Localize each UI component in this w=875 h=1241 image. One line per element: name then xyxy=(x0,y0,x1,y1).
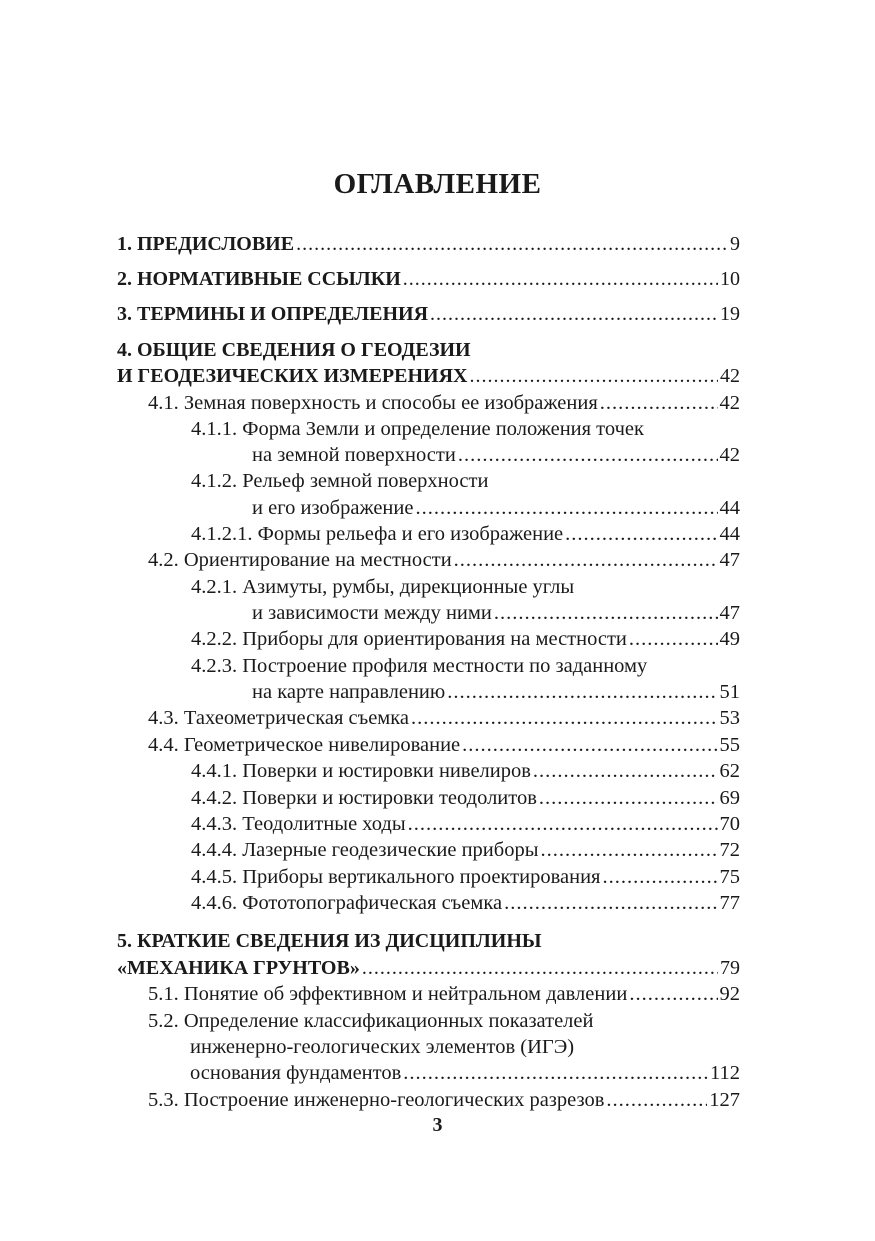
toc-entry-5-line1[interactable]: 5. КРАТКИЕ СВЕДЕНИЯ ИЗ ДИСЦИПЛИНЫ xyxy=(117,930,542,952)
table-of-contents xyxy=(117,0,740,1241)
toc-entry-5[interactable]: «МЕХАНИКА ГРУНТОВ» ..... 79 xyxy=(117,955,740,981)
toc-entry-4-4-1[interactable]: 4.4.1. Поверки и юстировки нивелиров ..... 62 xyxy=(191,758,740,784)
toc-entry-4-2[interactable]: 4.2. Ориентирование на местности ..... 47 xyxy=(148,547,740,573)
toc-entry-4-3[interactable]: 4.3. Тахеометрическая съемка ..... 53 xyxy=(148,705,740,731)
toc-entry-5-1[interactable]: 5.1. Понятие об эффективном и нейтральном давлении ..... 92 xyxy=(148,981,740,1007)
toc-entry-4-4-4[interactable]: 4.4.4. Лазерные геодезические приборы ..... 72 xyxy=(191,837,740,863)
toc-entry-3[interactable]: 3. ТЕРМИНЫ И ОПРЕДЕЛЕНИЯ ..... 19 xyxy=(117,301,740,327)
toc-entry-4-4-2[interactable]: 4.4.2. Поверки и юстировки теодолитов ..... 69 xyxy=(191,785,740,811)
toc-entry-4-2-3[interactable]: на карте направлению ..... 51 xyxy=(252,679,740,705)
page-title: ОГЛАВЛЕНИЕ xyxy=(333,168,542,200)
toc-entry-4-1-2-1[interactable]: 4.1.2.1. Формы рельефа и его изображение ..... 44 xyxy=(191,521,740,547)
toc-entry-2[interactable]: 2. НОРМАТИВНЫЕ ССЫЛКИ ..... 10 xyxy=(117,266,740,292)
toc-entry-5-2-line2[interactable]: инженерно-геологических элементов (ИГЭ) xyxy=(190,1036,575,1058)
toc-entry-4-1[interactable]: 4.1. Земная поверхность и способы ее изображения ..... 42 xyxy=(148,390,740,416)
toc-entry-4-4-3[interactable]: 4.4.3. Теодолитные ходы ..... 70 xyxy=(191,811,740,837)
toc-entry-4-2-3-line1[interactable]: 4.2.3. Построение профиля местности по заданному xyxy=(191,655,648,677)
toc-entry-4-1-2-line1[interactable]: 4.1.2. Рельеф земной поверхности xyxy=(191,470,489,492)
toc-entry-4-4-5[interactable]: 4.4.5. Приборы вертикального проектирования ..... 75 xyxy=(191,864,740,890)
toc-entry-4-1-1[interactable]: на земной поверхности ..... 42 xyxy=(252,442,740,468)
toc-entry-4-line1[interactable]: 4. ОБЩИЕ СВЕДЕНИЯ О ГЕОДЕЗИИ xyxy=(117,339,471,361)
toc-entry-4-2-1-line1[interactable]: 4.2.1. Азимуты, румбы, дирекционные углы xyxy=(191,576,575,598)
page-number: 3 xyxy=(432,1114,443,1136)
toc-entry-1[interactable]: 1. ПРЕДИСЛОВИЕ ..... 9 xyxy=(117,231,740,257)
toc-entry-4-2-2[interactable]: 4.2.2. Приборы для ориентирования на местности ..... 49 xyxy=(191,626,740,652)
toc-entry-4-2-1[interactable]: и зависимости между ними ..... 47 xyxy=(252,600,740,626)
toc-entry-4-4[interactable]: 4.4. Геометрическое нивелирование ..... 55 xyxy=(148,732,740,758)
toc-entry-4-4-6[interactable]: 4.4.6. Фототопографическая съемка ..... 77 xyxy=(191,890,740,916)
toc-entry-5-2[interactable]: основания фундаментов ..... 112 xyxy=(190,1060,740,1086)
toc-entry-5-3[interactable]: 5.3. Построение инженерно-геологических разрезов ..... 127 xyxy=(148,1087,740,1113)
toc-entry-4[interactable]: И ГЕОДЕЗИЧЕСКИХ ИЗМЕРЕНИЯХ ..... 42 xyxy=(117,363,740,389)
toc-entry-5-2-line1[interactable]: 5.2. Определение классификационных показателей xyxy=(148,1010,594,1032)
toc-entry-4-1-1-line1[interactable]: 4.1.1. Форма Земли и определение положения точек xyxy=(191,418,644,440)
toc-entry-4-1-2[interactable]: и его изображение ..... 44 xyxy=(252,495,740,521)
